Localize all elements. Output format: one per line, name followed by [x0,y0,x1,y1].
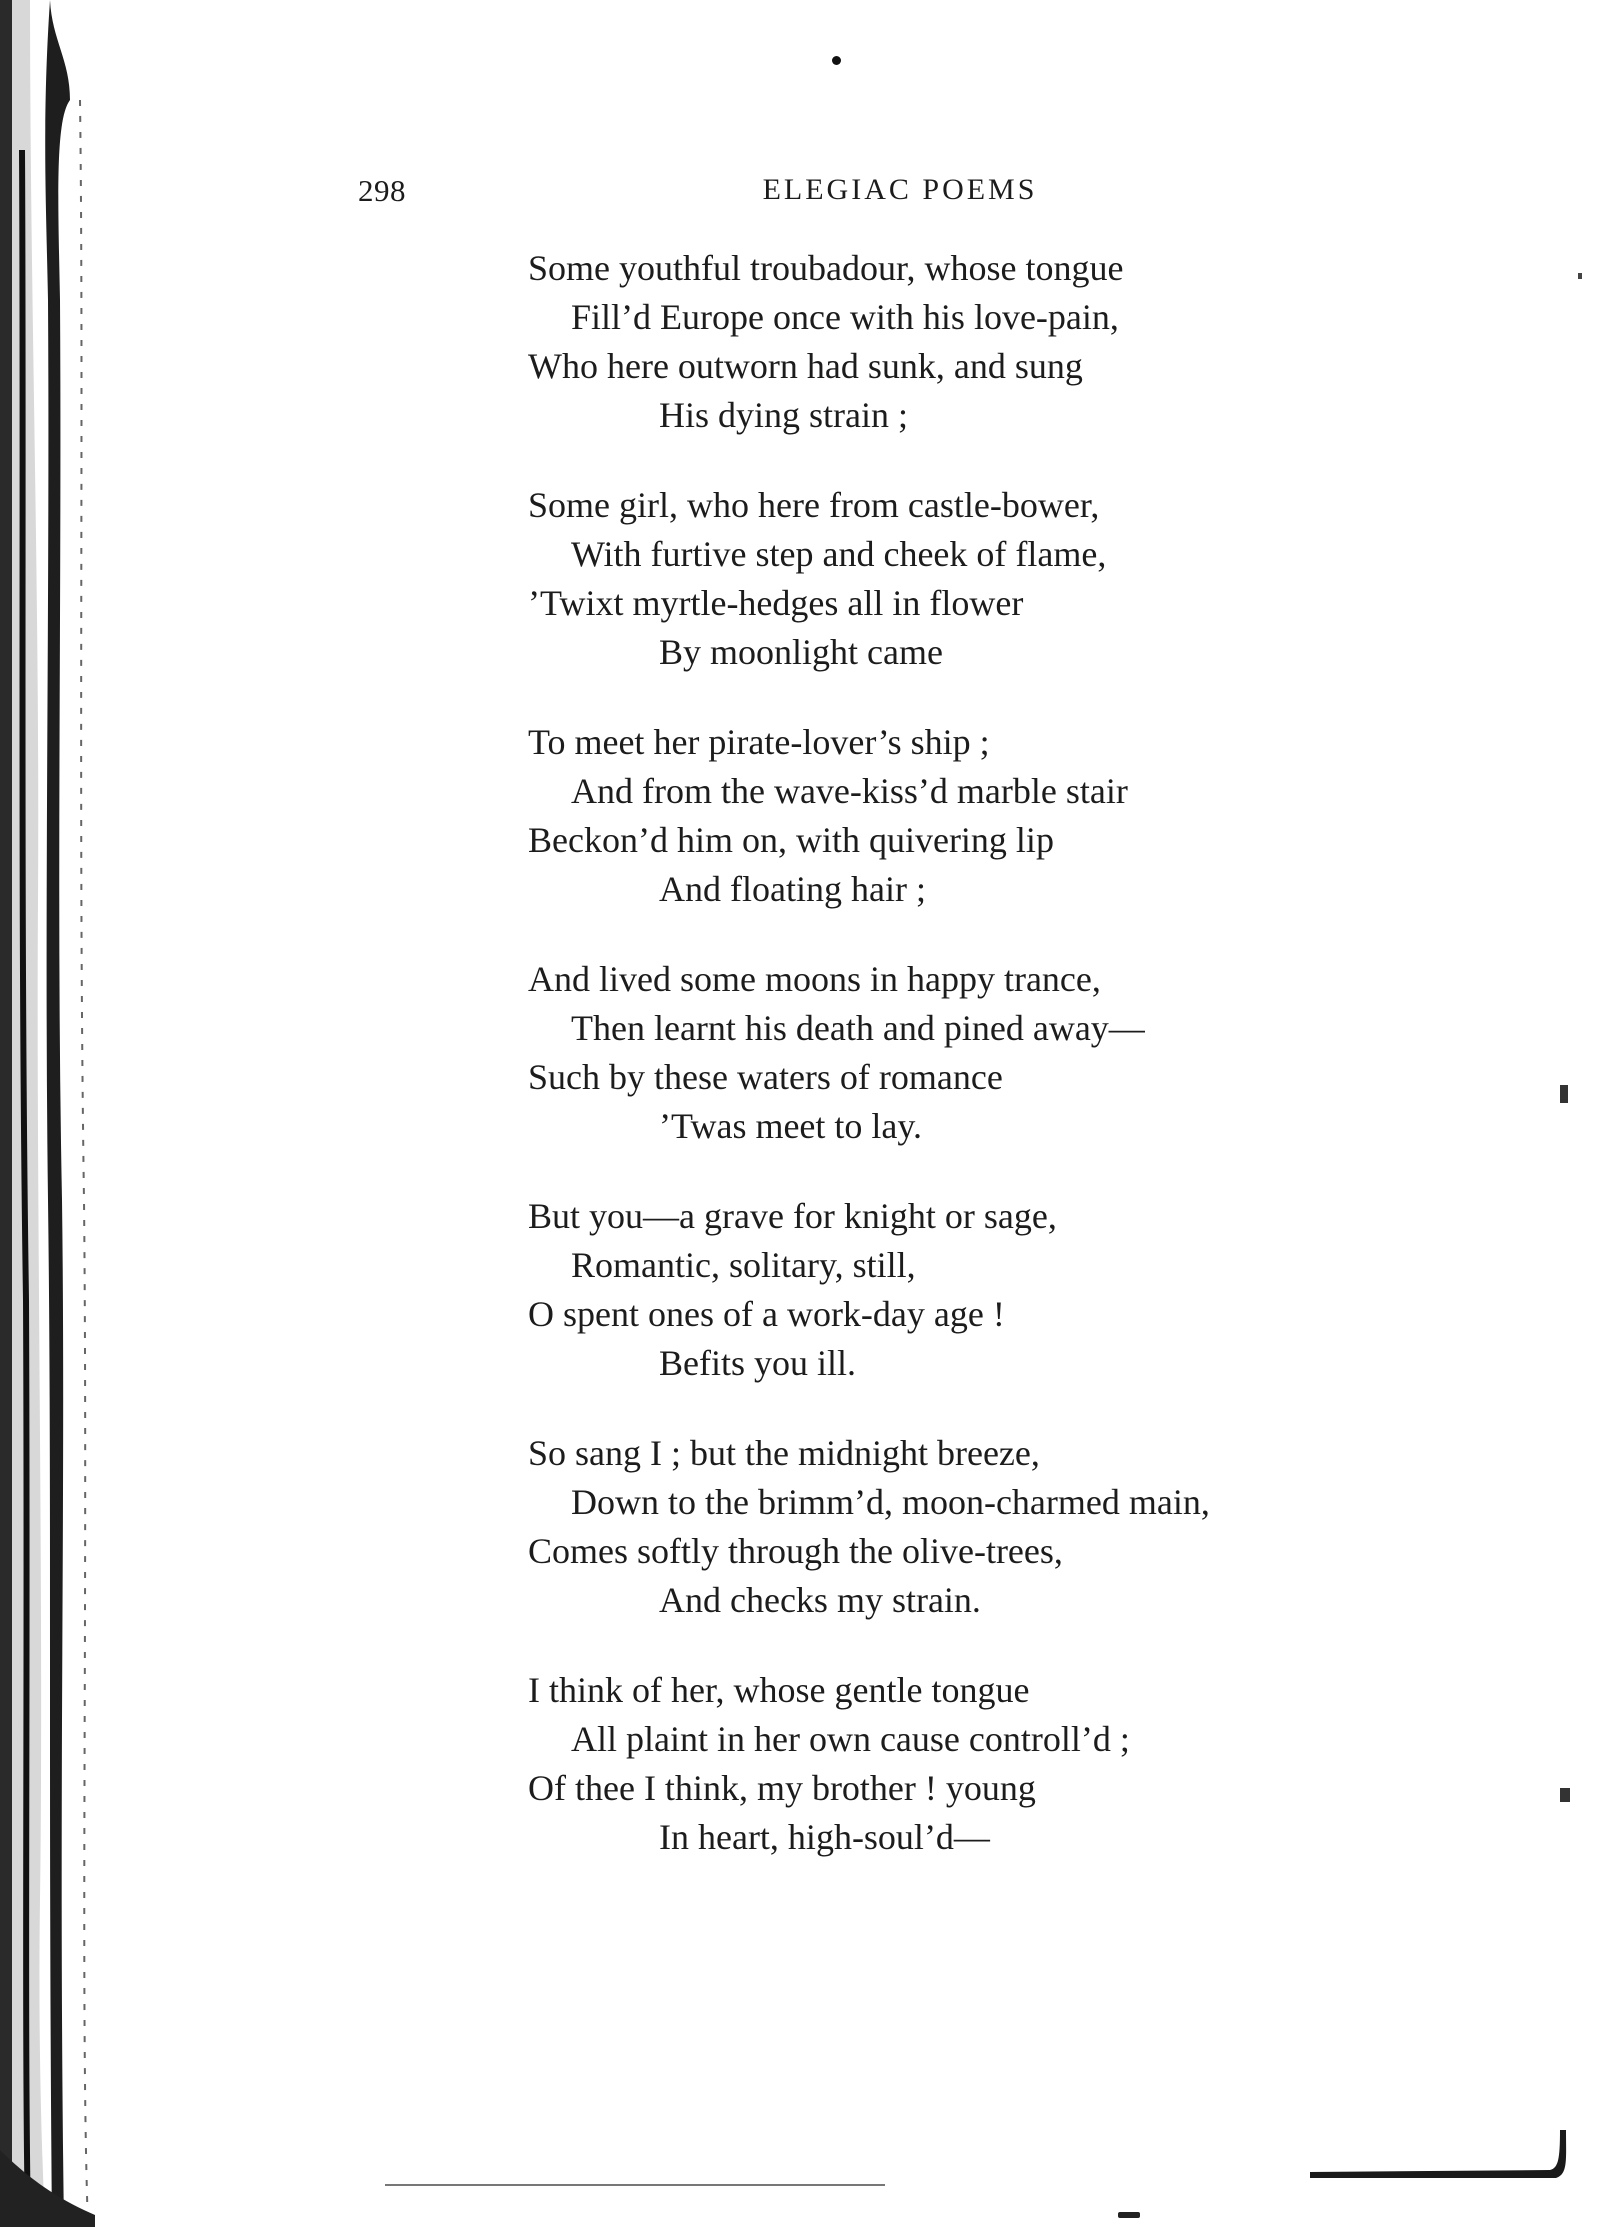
poem-line: By moonlight came [659,632,943,672]
bottom-ink-mark [1118,2212,1140,2218]
stanza [528,718,1428,914]
poem-line: And checks my strain. [659,1580,981,1620]
corner-scan-mark [1310,2130,1570,2180]
stanza [528,481,1428,677]
poem-line: So sang I ; but the midnight breeze, [528,1433,1040,1473]
binding-gutter [0,0,95,2227]
poem-line: And from the wave-kiss’d marble stair [571,771,1128,811]
poem-line: And lived some moons in happy trance, [528,959,1101,999]
top-ink-dot [832,56,841,65]
poem-line: Romantic, solitary, still, [571,1245,916,1285]
poem-line: In heart, high-soul’d— [659,1817,990,1857]
poem-line: All plaint in her own cause controll’d ; [571,1719,1130,1759]
poem-line: Who here outworn had sunk, and sung [528,346,1083,386]
poem-line: Comes softly through the olive-trees, [528,1531,1063,1571]
stanza [528,1666,1428,1862]
poem-line: ’Twixt myrtle-hedges all in flower [528,583,1024,623]
poem-line: Such by these waters of romance [528,1057,1003,1097]
poem-line: His dying strain ; [659,395,908,435]
poem-line: Down to the brimm’d, moon-charmed main, [571,1482,1210,1522]
poem-line: Of thee I think, my brother ! young [528,1768,1036,1808]
page-number: 298 [358,173,406,208]
poem-line: O spent ones of a work-day age ! [528,1294,1005,1334]
stanza [528,1192,1428,1388]
margin-speck [1560,1085,1568,1103]
poem-line: Beckon’d him on, with quivering lip [528,820,1054,860]
poem-line: But you—a grave for knight or sage, [528,1196,1057,1236]
poem-line: To meet her pirate-lover’s ship ; [528,722,990,762]
poem-line: Fill’d Europe once with his love-pain, [571,297,1119,337]
poem-line: With furtive step and cheek of flame, [571,534,1107,574]
margin-speck [1560,1788,1570,1802]
poem-line: And floating hair ; [659,869,926,909]
stanza [528,1429,1428,1625]
poem-line: Some youthful troubadour, whose tongue [528,248,1124,288]
poem-line: Some girl, who here from castle-bower, [528,485,1100,525]
margin-speck [1578,273,1582,279]
stanza [528,955,1428,1151]
poem-line: Then learnt his death and pined away— [571,1008,1145,1048]
poem-body [528,244,1428,1903]
poem-line: ’Twas meet to lay. [659,1106,923,1146]
poem-line: I think of her, whose gentle tongue [528,1670,1030,1710]
bottom-scan-line [385,2184,885,2186]
poem-line: Befits you ill. [659,1343,856,1383]
stanza [528,244,1428,440]
running-head: ELEGIAC POEMS [762,173,1038,206]
